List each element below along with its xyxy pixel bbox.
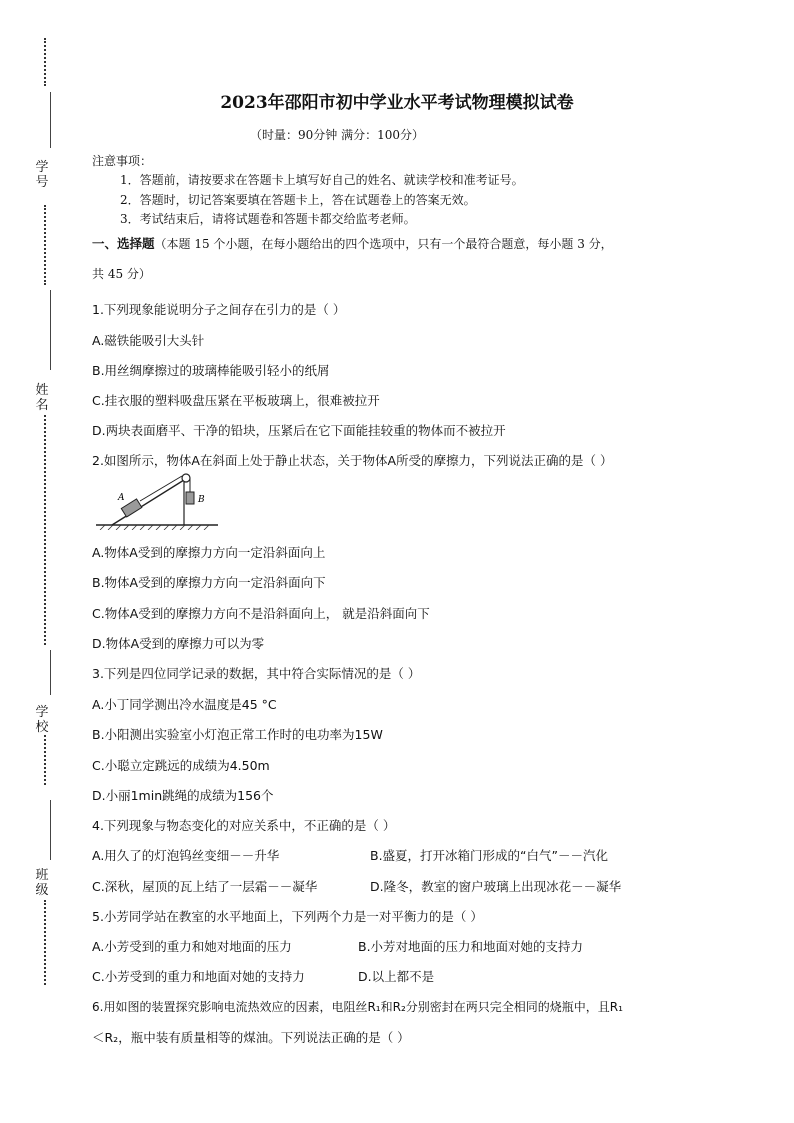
notice-item: 3．考试结束后，请将试题卷和答题卡都交给监考老师。 (120, 212, 416, 226)
pulley-icon (182, 474, 190, 482)
label-b: B (198, 495, 205, 505)
label-a: A (118, 493, 125, 503)
question-stem: 2.如图所示，物体A在斜面上处于静止状态，关于物体A所受的摩擦力，下列说法正确的是（ ） (92, 453, 613, 468)
option: B.盛夏，打开冰箱门形成的“白气”－－汽化 (370, 848, 609, 863)
option: D.以上都不是 (358, 969, 435, 984)
binding-margin (0, 0, 80, 1123)
question-stem: 3.下列是四位同学记录的数据，其中符合实际情况的是（ ） (92, 666, 421, 681)
student-id-label: 学号 (35, 160, 49, 190)
option: A.小芳受到的重力和她对地面的压力 (92, 939, 292, 954)
notice-heading: 注意事项： (92, 154, 153, 168)
option: D.小丽1min跳绳的成绩为156个 (92, 788, 274, 803)
class-label: 班级 (35, 868, 49, 898)
ground-hatching (100, 525, 209, 530)
option: A.小丁同学测出冷水温度是45 °C (92, 697, 277, 712)
fill-line (50, 650, 51, 695)
option: D.物体A受到的摩擦力可以为零 (92, 636, 265, 651)
dotted-cut-line (44, 38, 46, 86)
question-stem: 1.下列现象能说明分子之间存在引力的是（ ） (92, 302, 346, 317)
option: C.挂衣服的塑料吸盘压紧在平板玻璃上，很难被拉开 (92, 393, 380, 408)
notice-item: 1．答题前，请按要求在答题卡上填写好自己的姓名、就读学校和准考证号。 (120, 173, 524, 187)
section-heading (92, 234, 613, 252)
block-b (186, 492, 194, 504)
school-label: 学校 (35, 705, 49, 735)
option: C.物体A受到的摩擦力方向不是沿斜面向上， 就是沿斜面向下 (92, 606, 430, 621)
exam-duration-score: （时量：90分钟 满分：100分） (250, 128, 424, 142)
option: D.隆冬，教室的窗户玻璃上出现冰花－－凝华 (370, 879, 622, 894)
option: D.两块表面磨平、干净的铅块，压紧后在它下面能挂较重的物体而不被拉开 (92, 423, 506, 438)
notice-item: 2．答题时，切记答案要填在答题卡上，答在试题卷上的答案无效。 (120, 193, 476, 207)
dotted-cut-line (44, 205, 46, 285)
exam-title: 2023年邵阳市初中学业水平考试物理模拟试卷 (220, 93, 574, 113)
option: B.小阳测出实验室小灯泡正常工作时的电功率为15W (92, 727, 383, 742)
option: C.小芳受到的重力和地面对她的支持力 (92, 969, 305, 984)
name-label: 姓名 (35, 383, 49, 413)
rope (140, 476, 182, 501)
option: A.物体A受到的摩擦力方向一定沿斜面向上 (92, 545, 326, 560)
option: B.用丝绸摩擦过的玻璃棒能吸引轻小的纸屑 (92, 363, 330, 378)
section-description: （本题 15 个小题，在每小题给出的四个选项中，只有一个最符合题意，每小题 3 分， (154, 237, 613, 251)
question-stem: 4.下列现象与物态变化的对应关系中，不正确的是（ ） (92, 818, 396, 833)
question-stem: 6.用如图的装置探究影响电流热效应的因素，电阻丝R₁和R₂分别密封在两只完全相同的烧瓶中，且R₁ (92, 1000, 623, 1014)
option: B.小芳对地面的压力和地面对她的支持力 (358, 939, 584, 954)
fill-line (50, 290, 51, 370)
option: C.小聪立定跳远的成绩为4.50m (92, 758, 270, 773)
fill-line (50, 800, 51, 860)
question-stem: 5.小芳同学站在教室的水平地面上，下列两个力是一对平衡力的是（ ） (92, 909, 483, 924)
section-title: 一、选择题 (92, 236, 155, 251)
option: C.深秋，屋顶的瓦上结了一层霜－－凝华 (92, 879, 318, 894)
dotted-cut-line (44, 415, 46, 645)
option: B.物体A受到的摩擦力方向一定沿斜面向下 (92, 575, 326, 590)
option: A.用久了的灯泡钨丝变细－－升华 (92, 848, 280, 863)
section-description-cont: 共 45 分） (92, 267, 151, 281)
dotted-cut-line (44, 735, 46, 785)
option: A.磁铁能吸引大头针 (92, 333, 205, 348)
question-stem-cont: ＜R₂，瓶中装有质量相等的煤油。下列说法正确的是（ ） (92, 1030, 410, 1045)
dotted-cut-line (44, 900, 46, 985)
incline-pulley-figure (92, 472, 222, 530)
